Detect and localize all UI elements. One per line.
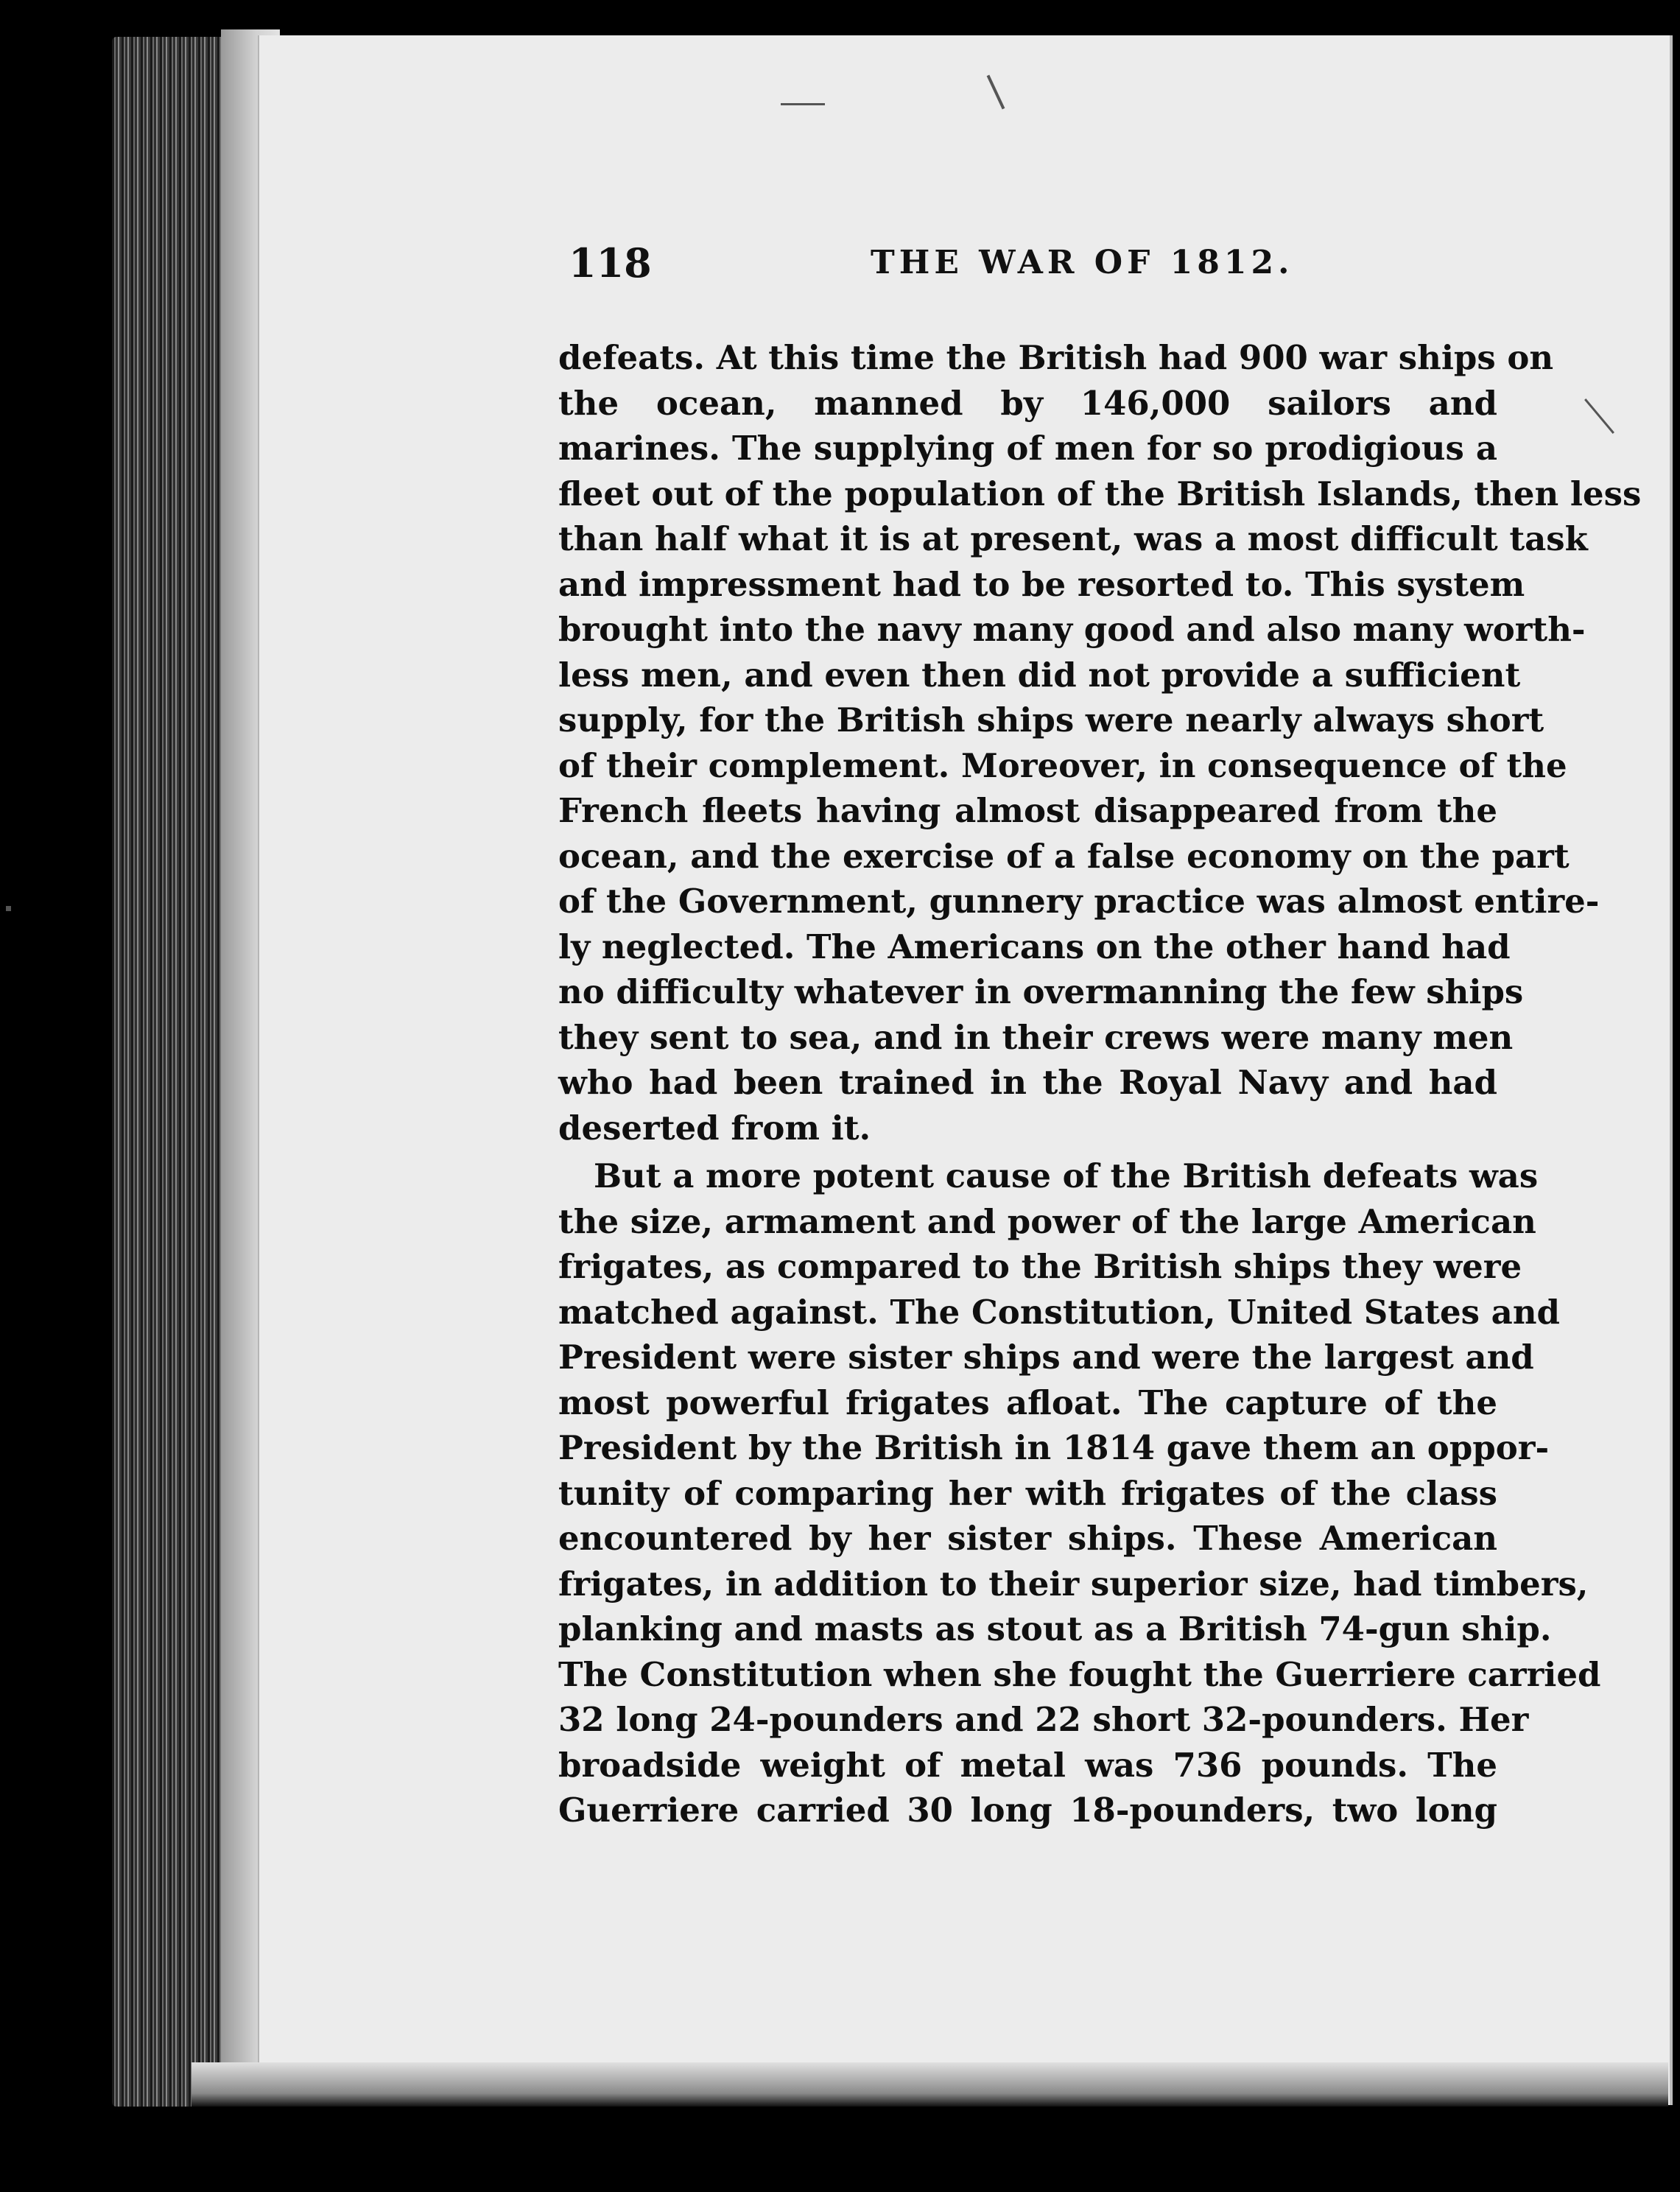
text-line: fleet out of the population of the British Islands, then less (558, 474, 1642, 513)
text-line: the ocean, manned by 146,000 sailors and (558, 383, 1497, 423)
text-line: than half what it is at present, was a most difficult task (558, 519, 1588, 558)
text-line: ocean, and the exercise of a false economy on the part (558, 836, 1570, 876)
text-line: of their complement. Moreover, in consequence of the (558, 745, 1567, 785)
body-text (558, 335, 1642, 1833)
page-bottom-shadow (191, 2062, 1668, 2107)
text-line: the size, armament and power of the large American (558, 1201, 1536, 1241)
text-line: tunity of comparing her with frigates of the class (558, 1473, 1497, 1513)
text-line: no difficulty whatever in overmanning the few ships (558, 972, 1524, 1011)
text-line: defeats. At this time the British had 900 war ships on (558, 338, 1554, 377)
text-line: deserted from it. (558, 1108, 871, 1148)
text-line: less men, and even then did not provide a sufficient (558, 655, 1521, 695)
page-number: 118 (569, 239, 652, 287)
text-line: encountered by her sister ships. These American (558, 1519, 1497, 1558)
scan-speck (6, 906, 11, 911)
text-line: planking and masts as stout as a British 74-gun ship. (558, 1609, 1552, 1648)
text-line: of the Government, gunnery practice was almost entire- (558, 882, 1600, 921)
paragraph-2 (558, 1153, 1601, 1833)
running-title: THE WAR OF 1812. (871, 244, 1294, 281)
text-line: most powerful frigates afloat. The capture of the (558, 1383, 1497, 1422)
paragraph-1 (558, 335, 1642, 1151)
page-header (569, 239, 1585, 291)
text-line: and impressment had to be resorted to. This system (558, 564, 1525, 604)
text-line: who had been trained in the Royal Navy and had (558, 1063, 1497, 1102)
text-line: frigates, in addition to their superior size, had timbers, (558, 1564, 1589, 1603)
text-line: brought into the navy many good and also many worth- (558, 610, 1586, 649)
scan-speck (781, 103, 825, 105)
text-line: supply, for the British ships were nearly always short (558, 700, 1544, 740)
text-line: ly neglected. The Americans on the other hand had (558, 927, 1511, 966)
text-line: President by the British in 1814 gave them an oppor- (558, 1428, 1550, 1467)
text-line: But a more potent cause of the British defeats was (594, 1156, 1539, 1195)
text-line: The Constitution when she fought the Guerriere carried (558, 1654, 1601, 1694)
text-line: French fleets having almost disappeared from the (558, 791, 1497, 830)
text-line: President were sister ships and were the largest and (558, 1338, 1534, 1377)
text-line: broadside weight of metal was 736 pounds. The (558, 1745, 1497, 1785)
text-line: frigates, as compared to the British ships they were (558, 1247, 1522, 1286)
text-line: they sent to sea, and in their crews were many men (558, 1017, 1514, 1057)
text-line: matched against. The Constitution, United States and (558, 1292, 1560, 1332)
text-line: marines. The supplying of men for so prodigious a (558, 429, 1497, 468)
text-line: Guerriere carried 30 long 18-pounders, two long (558, 1791, 1497, 1830)
text-line: 32 long 24-pounders and 22 short 32-pounders. Her (558, 1700, 1529, 1739)
